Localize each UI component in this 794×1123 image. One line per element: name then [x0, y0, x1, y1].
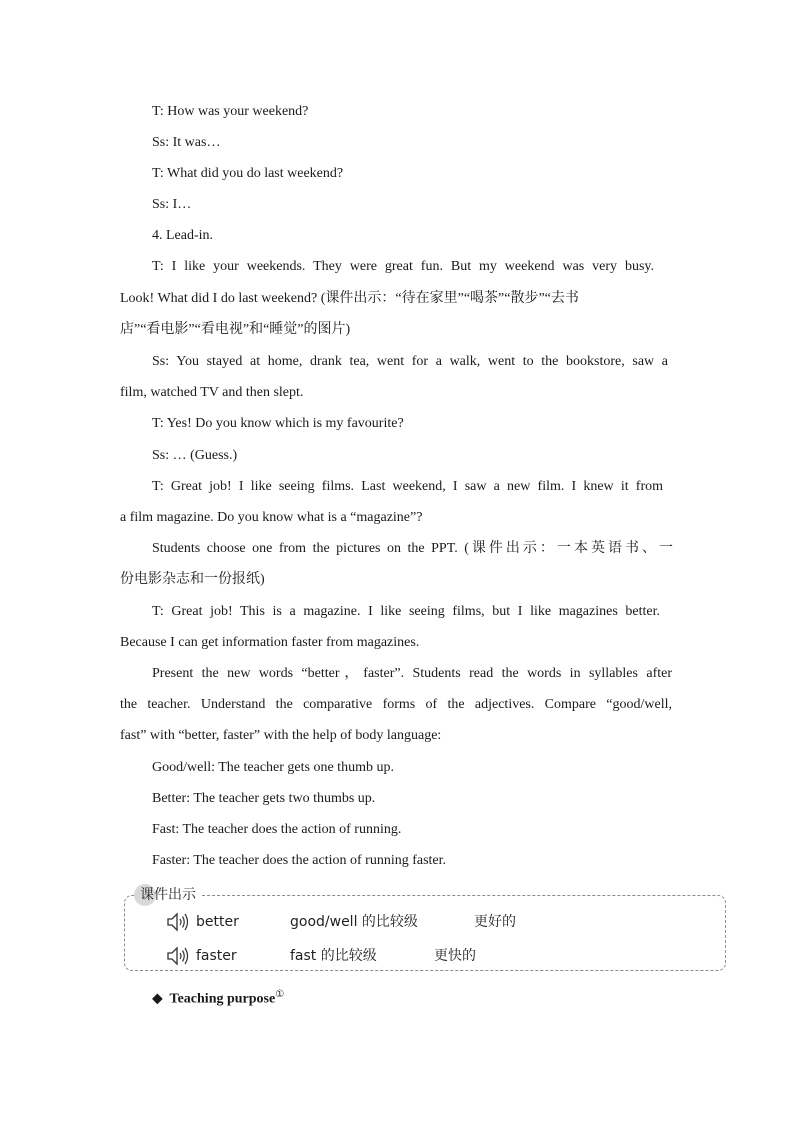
text-line: Better: The teacher gets two thumbs up. [152, 791, 376, 806]
text-line: 店”“看电影”“看电视”和“睡觉”的图片) [120, 322, 351, 337]
text-line: Present the new words “better，faster”. Students read the words in syllables after [152, 666, 672, 681]
text-line: fast” with “better, faster” with the help of body language: [120, 728, 442, 743]
vocab-meaning: 更好的 [474, 914, 516, 930]
text-line: T: Great job! I like seeing films. Last weekend, I saw a new film. I knew it from [152, 479, 663, 494]
vocab-definition: good/well 的比较级 [290, 914, 418, 930]
text-line: 4. Lead-in. [152, 228, 214, 243]
text-line: Ss: I… [152, 197, 192, 212]
heading-text: Teaching purpose [169, 991, 276, 1007]
diamond-bullet-icon: ◆ [152, 991, 163, 1007]
text-line: T: How was your weekend? [152, 104, 309, 119]
speaker-icon[interactable] [166, 912, 190, 932]
footnote-marker: ① [275, 989, 285, 1000]
text-line: Look! What did I do last weekend? (课件出示：“待在家里”“喝茶”“散步”“去书 [120, 291, 579, 306]
vocab-word: better [196, 914, 239, 930]
text-line: film, watched TV and then slept. [120, 385, 304, 400]
text-line: Because I can get information faster from magazines. [120, 635, 420, 650]
courseware-label: 课件出示 [136, 884, 202, 906]
vocab-definition: fast 的比较级 [290, 948, 377, 964]
text-line: a film magazine. Do you know what is a “magazine”? [120, 510, 423, 525]
speaker-icon[interactable] [166, 946, 190, 966]
text-line: Ss: … (Guess.) [152, 448, 238, 463]
text-line: T: Yes! Do you know which is my favourite? [152, 416, 404, 431]
text-line: Students choose one from the pictures on the PPT. (课件出示：一本英语书、一 [152, 541, 673, 556]
vocab-row-better [166, 910, 566, 934]
text-line: Faster: The teacher does the action of running faster. [152, 853, 447, 868]
text-line: Ss: It was… [152, 135, 221, 150]
text-line: T: What did you do last weekend? [152, 166, 344, 181]
text-line: the teacher. Understand the comparative forms of the adjectives. Compare “good/well, [120, 697, 672, 712]
text-line: Ss: You stayed at home, drank tea, went for a walk, went to the bookstore, saw a [152, 354, 668, 369]
text-line: Fast: The teacher does the action of running. [152, 822, 402, 837]
teaching-purpose-heading [152, 985, 284, 1010]
vocab-word: faster [196, 948, 237, 964]
vocab-meaning: 更快的 [434, 948, 476, 964]
text-line: T: I like your weekends. They were great fun. But my weekend was very busy. [152, 259, 654, 274]
text-line: T: Great job! This is a magazine. I like seeing films, but I like magazines better. [152, 604, 660, 619]
text-line: Good/well: The teacher gets one thumb up. [152, 760, 394, 775]
text-line: 份电影杂志和一份报纸) [120, 572, 265, 587]
vocab-row-faster [166, 944, 566, 968]
